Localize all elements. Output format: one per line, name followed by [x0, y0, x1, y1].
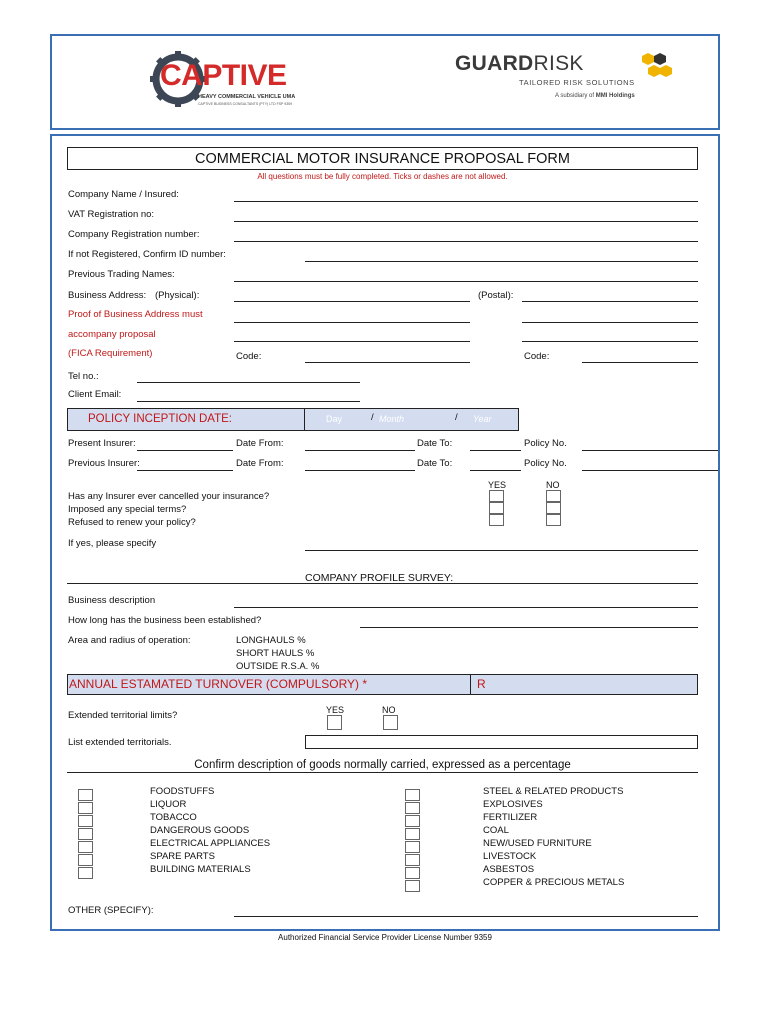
ext-limits-yes-checkbox[interactable] [327, 715, 342, 730]
inception-slash-1: / [371, 412, 374, 423]
goods-livestock: LIVESTOCK [483, 851, 537, 862]
physical-address-field-1[interactable] [234, 301, 470, 302]
goods-electrical: ELECTRICAL APPLIANCES [150, 838, 271, 849]
guardrisk-bold: GUARD [455, 52, 534, 75]
turnover-label: ANNUAL ESTAMATED TURNOVER (COMPULSORY) * [69, 677, 368, 691]
turnover-divider [470, 674, 471, 695]
company-reg-label: Company Registration number: [68, 229, 200, 240]
prev-names-field[interactable] [234, 281, 698, 282]
proof-address-note-1: Proof of Business Address must [68, 309, 203, 320]
previous-insurer-field[interactable] [137, 470, 233, 471]
hexagon-icon [640, 52, 676, 82]
present-insurer-label: Present Insurer: [68, 438, 136, 449]
captive-logo [148, 47, 308, 117]
guardrisk-light: RISK [533, 52, 584, 75]
cancelled-no-checkbox[interactable] [546, 490, 561, 502]
list-ext-label: List extended territorials. [68, 737, 172, 748]
goods-right-checkbox[interactable] [405, 854, 420, 866]
confirm-id-field[interactable] [305, 261, 698, 262]
policy-inception-label: POLICY INCEPTION DATE: [88, 413, 232, 425]
guardrisk-logo [455, 52, 685, 107]
page-title: COMMERCIAL MOTOR INSURANCE PROPOSAL FORM [195, 151, 570, 167]
vat-label: VAT Registration no: [68, 209, 155, 220]
specify-field[interactable] [305, 550, 698, 551]
goods-asbestos: ASBESTOS [483, 864, 535, 875]
other-specify-label: OTHER (SPECIFY): [68, 905, 154, 916]
postal-code-field[interactable] [582, 362, 698, 363]
question-special-terms: Imposed any special terms? [68, 504, 187, 515]
goods-furniture: NEW/USED FURNITURE [483, 838, 592, 849]
goods-right-checkbox[interactable] [405, 828, 420, 840]
ext-limits-label: Extended territorial limits? [68, 710, 178, 721]
goods-right-checkbox[interactable] [405, 802, 420, 814]
goods-right-checkbox[interactable] [405, 841, 420, 853]
previous-date-to-label: Date To: [417, 458, 453, 469]
proof-address-note-2: accompany proposal [68, 329, 156, 340]
physical-label: (Physical): [155, 290, 200, 301]
shorthauls-label: SHORT HAULS % [236, 648, 315, 659]
company-name-field[interactable] [234, 201, 698, 202]
present-date-from-label: Date From: [236, 438, 284, 449]
special-terms-no-checkbox[interactable] [546, 502, 561, 514]
subsidiary-prefix: A subsidiary of [555, 93, 595, 99]
goods-right-checkbox[interactable] [405, 867, 420, 879]
established-field[interactable] [360, 627, 698, 628]
cancel-yes-header: YES [488, 480, 507, 490]
business-desc-label: Business description [68, 595, 156, 606]
company-name-label: Company Name / Insured: [68, 189, 179, 200]
present-insurer-field[interactable] [137, 450, 233, 451]
cancel-no-header: NO [546, 480, 560, 490]
captive-wordmark: CAPTIVE [160, 59, 287, 92]
ext-limits-no-checkbox[interactable] [383, 715, 398, 730]
goods-steel: STEEL & RELATED PRODUCTS [483, 786, 624, 797]
specify-label: If yes, please specify [68, 538, 157, 549]
tel-field[interactable] [137, 382, 360, 383]
area-label: Area and radius of operation: [68, 635, 191, 646]
previous-policy-no-field[interactable] [582, 470, 718, 471]
previous-insurer-label: Previous Insurer: [68, 458, 140, 469]
survey-heading: COMPANY PROFILE SURVEY: [305, 572, 454, 584]
turnover-currency[interactable]: R [477, 677, 486, 691]
goods-heading: Confirm description of goods normally carried, expressed as a percentage [194, 759, 571, 771]
postal-label: (Postal): [478, 290, 514, 301]
question-refused-renew: Refused to renew your policy? [68, 517, 196, 528]
postal-address-field-3[interactable] [522, 341, 698, 342]
goods-left-checkbox[interactable] [78, 854, 93, 866]
confirm-id-label: If not Registered, Confirm ID number: [68, 249, 226, 260]
refused-renew-yes-checkbox[interactable] [489, 514, 504, 526]
physical-code-field[interactable] [305, 362, 470, 363]
special-terms-yes-checkbox[interactable] [489, 502, 504, 514]
ext-no-header: NO [382, 705, 396, 715]
goods-left-checkbox[interactable] [78, 828, 93, 840]
goods-divider [67, 772, 698, 773]
captive-subtitle: HEAVY COMMERCIAL VEHICLE UMA [198, 94, 296, 100]
form-notice: All questions must be fully completed. Ticks or dashes are not allowed. [257, 172, 508, 181]
goods-left-checkbox[interactable] [78, 789, 93, 801]
postal-address-field-1[interactable] [522, 301, 698, 302]
fica-note: (FICA Requirement) [68, 348, 153, 359]
policy-inception-divider [304, 408, 305, 431]
question-cancelled: Has any Insurer ever cancelled your insurance? [68, 491, 270, 502]
goods-left-checkbox[interactable] [78, 841, 93, 853]
present-date-to-field[interactable] [470, 450, 521, 451]
refused-renew-no-checkbox[interactable] [546, 514, 561, 526]
present-policy-no-label: Policy No. [524, 438, 567, 449]
goods-left-list [78, 788, 378, 888]
inception-year[interactable]: Year [473, 414, 492, 424]
established-label: How long has the business been established? [68, 615, 262, 626]
inception-month[interactable]: Month [379, 414, 405, 424]
postal-code-label: Code: [524, 351, 550, 362]
previous-date-to-field[interactable] [470, 470, 521, 471]
company-reg-field[interactable] [234, 241, 698, 242]
inception-slash-2: / [455, 412, 458, 423]
goods-right-checkbox[interactable] [405, 880, 420, 892]
other-specify-field[interactable] [234, 916, 698, 917]
goods-left-checkbox[interactable] [78, 815, 93, 827]
goods-right-list [405, 788, 705, 898]
prev-names-label: Previous Trading Names: [68, 269, 175, 280]
present-date-to-label: Date To: [417, 438, 453, 449]
tel-label: Tel no.: [68, 371, 99, 382]
physical-address-field-3[interactable] [234, 341, 470, 342]
present-date-from-field[interactable] [305, 450, 415, 451]
goods-left-checkbox[interactable] [78, 802, 93, 814]
longhauls-label: LONGHAULS % [236, 635, 306, 646]
license-footer: Authorized Financial Service Provider License Number 9359 [278, 933, 492, 942]
goods-foodstuffs: FOODSTUFFS [150, 786, 215, 797]
guardrisk-tagline: TAILORED RISK SOLUTIONS [519, 78, 635, 87]
goods-right-checkbox[interactable] [405, 789, 420, 801]
goods-dangerous: DANGEROUS GOODS [150, 825, 250, 836]
subsidiary-name: MMI Holdings [595, 93, 635, 99]
business-address-label: Business Address: [68, 290, 147, 301]
goods-tobacco: TOBACCO [150, 812, 197, 823]
postal-address-field-2[interactable] [522, 322, 698, 323]
goods-right-checkbox[interactable] [405, 815, 420, 827]
previous-date-from-field[interactable] [305, 470, 415, 471]
outside-rsa-label: OUTSIDE R.S.A. % [236, 661, 320, 672]
captive-subtitle-2: CAPTIVE BUSINESS CONSULTANTS (PTY) LTD FSP 9359 [198, 102, 293, 106]
email-label: Client Email: [68, 389, 122, 400]
present-policy-no-field[interactable] [582, 450, 718, 451]
inception-day[interactable]: Day [326, 414, 343, 424]
goods-explosives: EXPLOSIVES [483, 799, 543, 810]
cancelled-yes-checkbox[interactable] [489, 490, 504, 502]
goods-building: BUILDING MATERIALS [150, 864, 251, 875]
vat-field[interactable] [234, 221, 698, 222]
goods-left-checkbox[interactable] [78, 867, 93, 879]
goods-coal: COAL [483, 825, 509, 836]
goods-spare-parts: SPARE PARTS [150, 851, 215, 862]
business-desc-field[interactable] [234, 607, 698, 608]
physical-address-field-2[interactable] [234, 322, 470, 323]
goods-fertilizer: FERTILIZER [483, 812, 538, 823]
physical-code-label: Code: [236, 351, 262, 362]
email-field[interactable] [137, 401, 360, 402]
list-ext-field[interactable] [305, 735, 698, 749]
ext-yes-header: YES [326, 705, 345, 715]
previous-date-from-label: Date From: [236, 458, 284, 469]
goods-copper: COPPER & PRECIOUS METALS [483, 877, 625, 888]
goods-liquor: LIQUOR [150, 799, 187, 810]
previous-policy-no-label: Policy No. [524, 458, 567, 469]
